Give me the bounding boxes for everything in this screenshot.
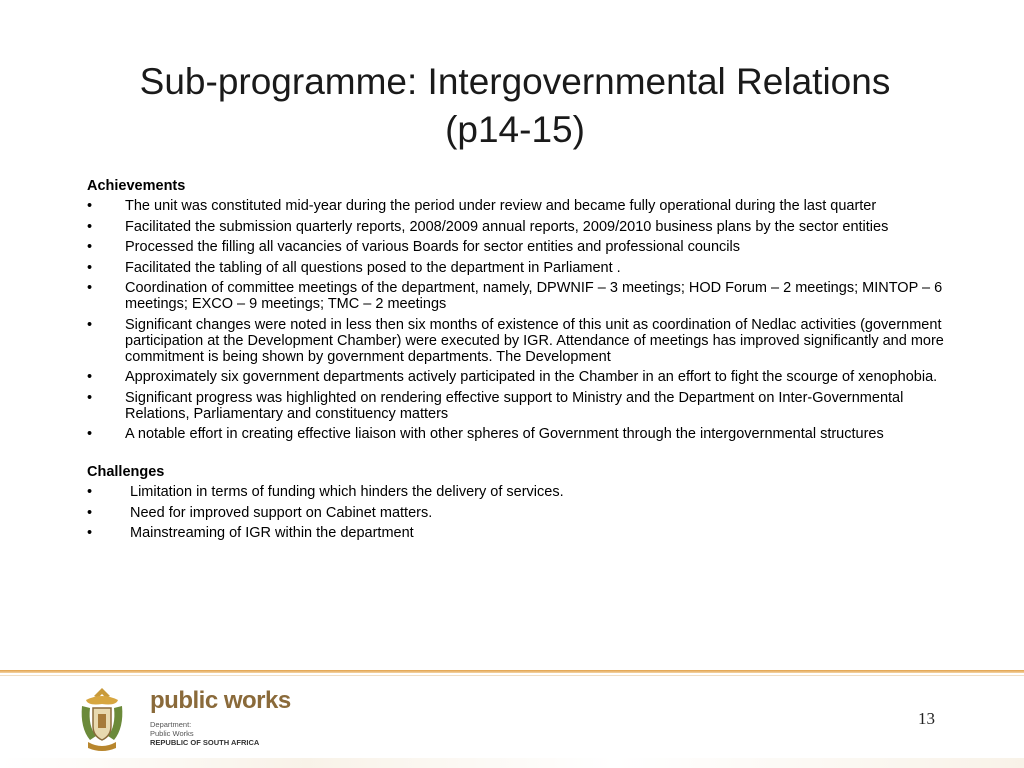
- list-item: [87, 369, 957, 385]
- slide-number: 13: [918, 709, 935, 728]
- list-item: [87, 317, 957, 365]
- public-works-logo: [150, 688, 291, 747]
- bullet-icon: •: [87, 259, 93, 276]
- list-item-text: Facilitated the submission quarterly reports, 2008/2009 annual reports, 2009/2010 business plans by the sector entities: [125, 218, 889, 235]
- bullet-icon: •: [87, 426, 93, 442]
- list-item: [87, 219, 957, 235]
- list-item-text: Significant progress was highlighted on rendering effective support to Ministry and the Department on Inter-Governmental Relations, Parliamentary and constituency matters: [125, 389, 904, 422]
- list-item: [87, 239, 957, 255]
- list-item-text: Facilitated the tabling of all questions posed to the department in Parliament .: [125, 259, 621, 276]
- list-item-text: The unit was constituted mid-year during the period under review and became fully operational during the last quarter: [125, 198, 877, 214]
- footer-divider-thin: [0, 675, 1024, 676]
- list-item-text: Significant changes were noted in less then six months of existence of this unit as coordination of Nedlac activities (government participation at the Development Chamber) were executed by IGR. Attendance of meetings has improved significantly and more commitment is being shown by government departments. The Development: [125, 316, 944, 365]
- bullet-icon: •: [87, 525, 93, 541]
- bullet-icon: •: [87, 369, 93, 385]
- list-item-text: Processed the filling all vacancies of various Boards for sector entities and professional councils: [125, 239, 740, 255]
- achievements-list: [87, 198, 957, 442]
- title-line-1: Sub-programme: Intergovernmental Relations: [139, 61, 891, 102]
- title-line-2: (p14-15): [445, 109, 585, 150]
- list-item-text: A notable effort in creating effective liaison with other spheres of Government through the intergovernmental structures: [125, 426, 884, 442]
- challenges-list: [87, 484, 957, 541]
- slide-body: [87, 178, 957, 546]
- bullet-icon: •: [87, 504, 93, 521]
- list-item: [87, 390, 957, 422]
- bullet-icon: •: [87, 198, 93, 214]
- footer-band: [0, 758, 1024, 768]
- list-item-text: Need for improved support on Cabinet matters.: [130, 504, 433, 521]
- bullet-icon: •: [87, 316, 93, 333]
- slide-title: [60, 58, 970, 154]
- logo-line-2: Public Works: [150, 729, 194, 738]
- achievements-heading: Achievements: [87, 178, 186, 194]
- bullet-icon: •: [87, 484, 93, 500]
- list-item: [87, 426, 957, 442]
- list-item: [87, 198, 957, 214]
- list-item-text: Mainstreaming of IGR within the department: [130, 525, 414, 541]
- logo-wordmark: public works: [150, 687, 291, 714]
- list-item: [87, 505, 957, 521]
- list-item: [87, 484, 957, 500]
- list-item-text: Coordination of committee meetings of the department, namely, DPWNIF – 3 meetings; HOD Forum – 2 meetings; MINTOP – 6 meetings; EXCO – 9 meetings; TMC – 2 meetings: [125, 280, 943, 312]
- list-item-text: Approximately six government departments actively participated in the Chamber in an effort to fight the scourge of xenophobia.: [125, 369, 938, 385]
- bullet-icon: •: [87, 218, 93, 235]
- list-item: [87, 260, 957, 276]
- list-item-text: Limitation in terms of funding which hinders the delivery of services.: [130, 484, 564, 500]
- bullet-icon: •: [87, 280, 93, 296]
- bullet-icon: •: [87, 239, 93, 255]
- list-item: [87, 280, 957, 312]
- logo-line-1: Department:: [150, 720, 192, 729]
- coat-of-arms-icon: [76, 684, 128, 756]
- footer-divider: [0, 670, 1024, 673]
- logo-subtext: [150, 720, 291, 747]
- challenges-section: [87, 464, 957, 541]
- challenges-heading: Challenges: [87, 464, 165, 480]
- logo-line-3: REPUBLIC OF SOUTH AFRICA: [150, 738, 260, 747]
- list-item: [87, 525, 957, 541]
- bullet-icon: •: [87, 389, 93, 406]
